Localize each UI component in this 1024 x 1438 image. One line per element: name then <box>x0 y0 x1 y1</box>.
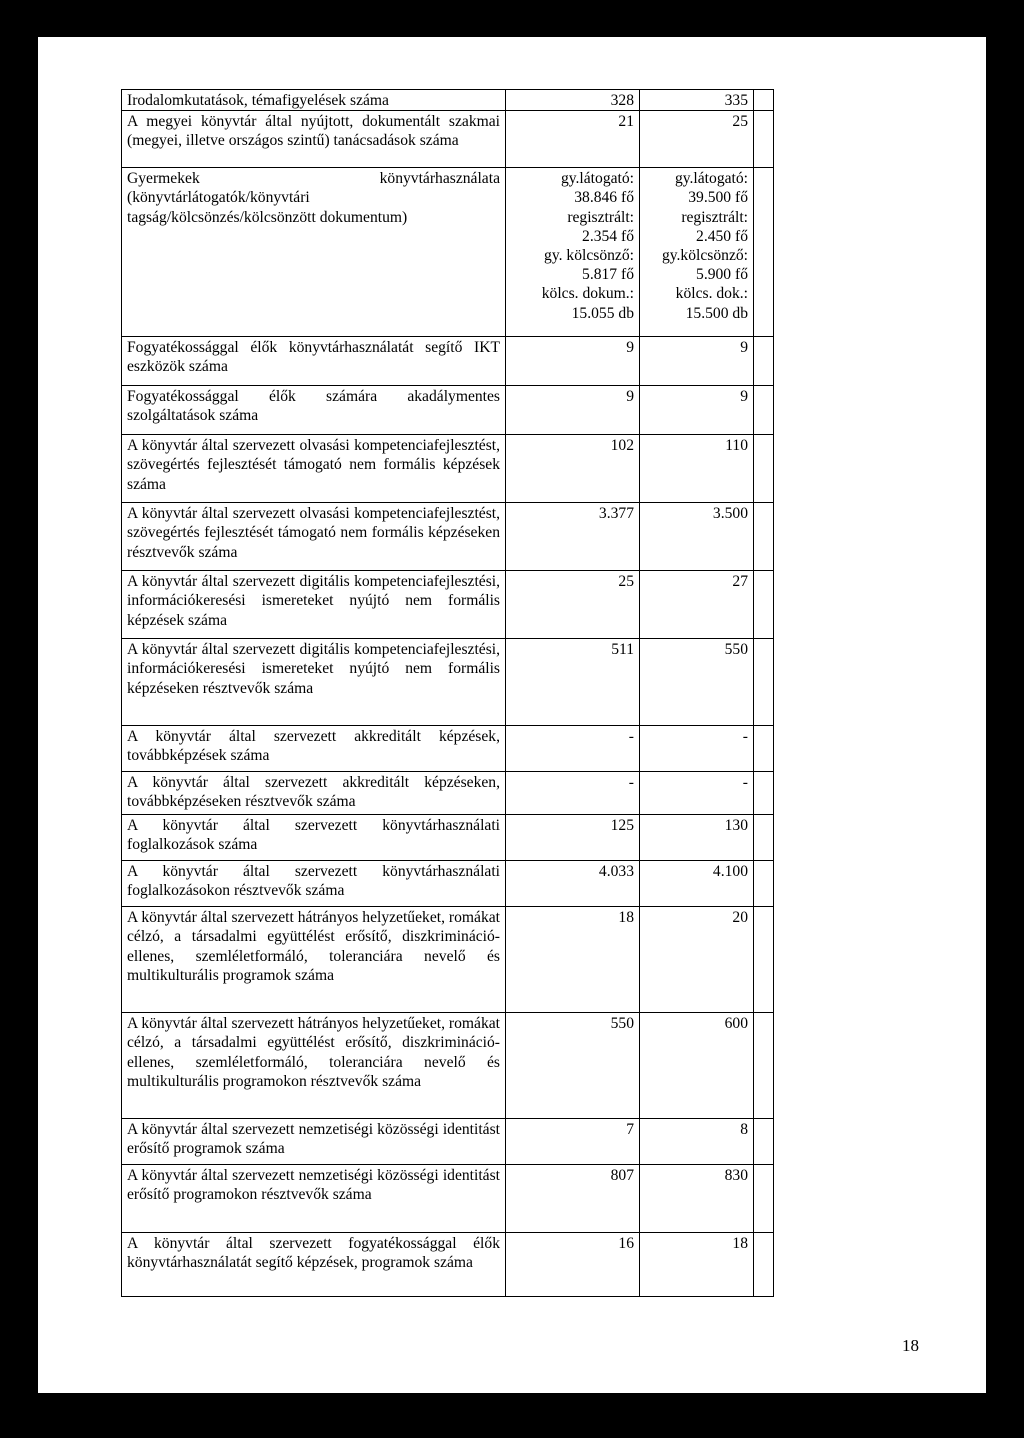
value-column-2: 27 <box>640 571 754 639</box>
table-row <box>122 435 774 503</box>
row-label: A könyvtár által szervezett nemzetiségi közösségi identitást erősítő programokon résztvevők száma <box>122 1165 506 1233</box>
row-label: A könyvtár által szervezett nemzetiségi közösségi identitást erősítő programok száma <box>122 1119 506 1165</box>
page-number: 18 <box>902 1336 919 1355</box>
table-row <box>122 168 774 337</box>
table-row <box>122 726 774 772</box>
value-column-2: 830 <box>640 1165 754 1233</box>
empty-cell <box>754 571 774 639</box>
value-column-2: 3.500 <box>640 503 754 571</box>
row-label: A könyvtár által szervezett könyvtárhasználati foglalkozások száma <box>122 815 506 861</box>
row-label: A könyvtár által szervezett olvasási kompetenciafejlesztést, szövegértés fejlesztését támogató nem formális képzéseken résztvevők száma <box>122 503 506 571</box>
row-label: A könyvtár által szervezett digitális kompetenciafejlesztési, információkeresési ismereteket nyújtó nem formális képzéseken résztvevők száma <box>122 639 506 726</box>
value-column-2: 9 <box>640 337 754 386</box>
table-row <box>122 639 774 726</box>
empty-cell <box>754 815 774 861</box>
empty-cell <box>754 639 774 726</box>
value-column-1: - <box>506 726 640 772</box>
value-column-2: 4.100 <box>640 861 754 907</box>
empty-cell <box>754 1233 774 1297</box>
table-row <box>122 907 774 1013</box>
value-column-1: 3.377 <box>506 503 640 571</box>
value-column-1: gy.látogató: 38.846 fő regisztrált: 2.354 fő gy. kölcsönző: 5.817 fő kölcs. dokum.: 15.055 db <box>506 168 640 337</box>
table-row <box>122 1233 774 1297</box>
value-column-2: 550 <box>640 639 754 726</box>
table-row <box>122 815 774 861</box>
value-column-2: gy.látogató: 39.500 fő regisztrált: 2.450 fő gy.kölcsönző: 5.900 fő kölcs. dok.: 15.500 db <box>640 168 754 337</box>
row-label: Irodalomkutatások, témafigyelések száma <box>122 90 506 111</box>
value-column-2: 600 <box>640 1013 754 1119</box>
empty-cell <box>754 1165 774 1233</box>
value-column-1: 9 <box>506 337 640 386</box>
empty-cell <box>754 907 774 1013</box>
row-label: A könyvtár által szervezett hátrányos helyzetűeket, romákat célzó, a társadalmi együttélést erősítő, diszkrimináció-ellenes, szemléletformáló, toleranciára nevelő és multikulturális programokon résztvevők száma <box>122 1013 506 1119</box>
empty-cell <box>754 168 774 337</box>
value-column-1: 511 <box>506 639 640 726</box>
row-label: A könyvtár által szervezett digitális kompetenciafejlesztési, információkeresési ismereteket nyújtó nem formális képzések száma <box>122 571 506 639</box>
table-row <box>122 772 774 815</box>
table-row <box>122 111 774 168</box>
value-column-2: 18 <box>640 1233 754 1297</box>
table-row <box>122 337 774 386</box>
document-page <box>37 36 987 1394</box>
empty-cell <box>754 386 774 435</box>
table-row <box>122 90 774 111</box>
empty-cell <box>754 503 774 571</box>
value-column-2: 335 <box>640 90 754 111</box>
value-column-1: 16 <box>506 1233 640 1297</box>
value-column-1: 7 <box>506 1119 640 1165</box>
row-label: A könyvtár által szervezett akkreditált képzések, továbbképzések száma <box>122 726 506 772</box>
empty-cell <box>754 435 774 503</box>
empty-cell <box>754 111 774 168</box>
row-label: A könyvtár által szervezett hátrányos helyzetűeket, romákat célzó, a társadalmi együttélést erősítő, diszkrimináció-ellenes, szemléletformáló, toleranciára nevelő és multikulturális programok száma <box>122 907 506 1013</box>
empty-cell <box>754 1119 774 1165</box>
empty-cell <box>754 772 774 815</box>
value-column-1: 102 <box>506 435 640 503</box>
value-column-1: 18 <box>506 907 640 1013</box>
table-row <box>122 386 774 435</box>
row-label: Gyermekek könyvtárhasználata (könyvtárlátogatók/könyvtári tagság/kölcsönzés/kölcsönzött dokumentum) <box>122 168 506 337</box>
value-column-1: - <box>506 772 640 815</box>
value-column-1: 125 <box>506 815 640 861</box>
value-column-2: 9 <box>640 386 754 435</box>
value-column-1: 550 <box>506 1013 640 1119</box>
value-column-2: 130 <box>640 815 754 861</box>
empty-cell <box>754 726 774 772</box>
empty-cell <box>754 90 774 111</box>
row-label: Fogyatékossággal élők számára akadálymentes szolgáltatások száma <box>122 386 506 435</box>
table-row <box>122 571 774 639</box>
row-label: A könyvtár által szervezett akkreditált képzéseken, továbbképzéseken résztvevők száma <box>122 772 506 815</box>
value-column-1: 21 <box>506 111 640 168</box>
value-column-1: 9 <box>506 386 640 435</box>
row-label: A megyei könyvtár által nyújtott, dokumentált szakmai (megyei, illetve országos szintű) tanácsadások száma <box>122 111 506 168</box>
statistics-table <box>121 89 774 1297</box>
value-column-1: 807 <box>506 1165 640 1233</box>
value-column-2: 20 <box>640 907 754 1013</box>
table-row <box>122 503 774 571</box>
row-label: Fogyatékossággal élők könyvtárhasználatát segítő IKT eszközök száma <box>122 337 506 386</box>
table-row <box>122 1013 774 1119</box>
table-row <box>122 1165 774 1233</box>
value-column-1: 328 <box>506 90 640 111</box>
empty-cell <box>754 861 774 907</box>
value-column-2: 110 <box>640 435 754 503</box>
value-column-2: - <box>640 772 754 815</box>
value-column-2: 8 <box>640 1119 754 1165</box>
row-label: A könyvtár által szervezett olvasási kompetenciafejlesztést, szövegértés fejlesztését támogató nem formális képzések száma <box>122 435 506 503</box>
empty-cell <box>754 337 774 386</box>
row-label: A könyvtár által szervezett fogyatékossággal élők könyvtárhasználatát segítő képzések, programok száma <box>122 1233 506 1297</box>
value-column-1: 25 <box>506 571 640 639</box>
value-column-2: - <box>640 726 754 772</box>
row-label: A könyvtár által szervezett könyvtárhasználati foglalkozásokon résztvevők száma <box>122 861 506 907</box>
value-column-2: 25 <box>640 111 754 168</box>
empty-cell <box>754 1013 774 1119</box>
table-row <box>122 1119 774 1165</box>
table-row <box>122 861 774 907</box>
value-column-1: 4.033 <box>506 861 640 907</box>
